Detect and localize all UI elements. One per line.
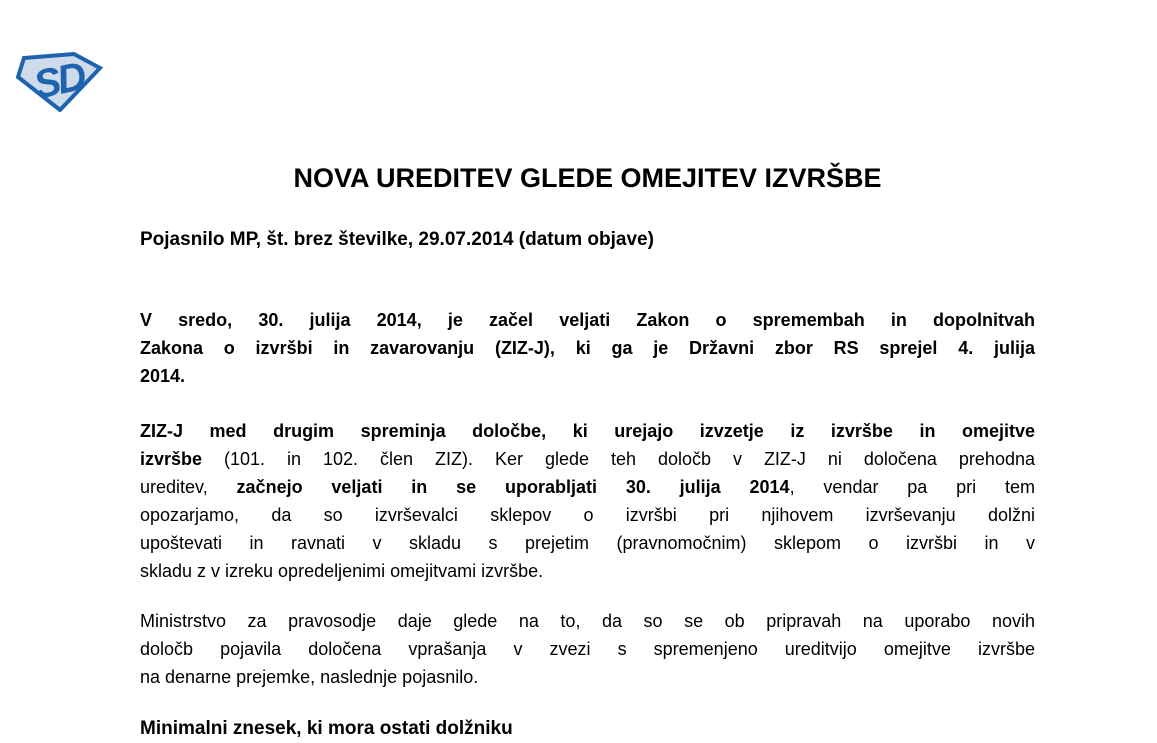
text-segment: skladu z v izreku opredeljenimi omejitvami izvršbe. xyxy=(140,561,544,581)
text-segment: na denarne prejemke, naslednje pojasnilo. xyxy=(140,667,479,687)
text-segment: začnejo veljati in se uporabljati 30. julija 2014 xyxy=(236,477,790,497)
text-segment: opozarjamo, da so izvrševalci sklepov o izvršbi pri njihovem izvrševanju dolžni xyxy=(140,505,1035,525)
text-segment: izvršbe xyxy=(140,449,225,469)
text-segment: ureditev, xyxy=(140,477,237,497)
text-line xyxy=(140,473,1035,501)
section-heading: Minimalni znesek, ki mora ostati dolžniku xyxy=(140,718,513,739)
text-line xyxy=(140,334,1035,362)
text-line xyxy=(140,501,1035,529)
text-segment: Zakona o izvršbi in zavarovanju (ZIZ-J), ki ga je Državni zbor RS sprejel 4. julija xyxy=(140,338,1035,358)
text-segment: Ministrstvo za pravosodje daje glede na to, da so se ob pripravah na uporabo novih xyxy=(140,611,1035,631)
text-segment: V sredo, 30. julija 2014, je začel veljati Zakon o spremembah in dopolnitvah xyxy=(140,310,1035,330)
text-line xyxy=(140,663,1035,691)
document-subtitle: Pojasnilo MP, št. brez številke, 29.07.2014 (datum objave) xyxy=(140,229,654,250)
text-line xyxy=(140,635,1035,663)
paragraph xyxy=(140,417,1035,585)
sd-shield-logo xyxy=(15,52,103,112)
text-line xyxy=(140,445,1035,473)
document-content xyxy=(140,0,1035,743)
text-line xyxy=(140,306,1035,334)
text-line xyxy=(140,557,1035,585)
text-segment: (101. in 102. člen ZIZ). Ker glede teh določb v ZIZ-J ni določena prehodna xyxy=(224,449,1035,469)
logo-letters: SD xyxy=(29,54,88,108)
text-segment: ZIZ-J med drugim spreminja določbe, ki urejajo izvzetje iz izvršbe in omejitve xyxy=(140,421,1035,441)
text-segment: upoštevati in ravnati v skladu s prejetim (pravnomočnim) sklepom o izvršbi in v xyxy=(140,533,1035,553)
text-segment: določb pojavila določena vprašanja v zvezi s spremenjeno ureditvijo omejitve izvršbe xyxy=(140,639,1035,659)
text-line xyxy=(140,417,1035,445)
paragraphs xyxy=(140,306,1035,691)
text-segment: , vendar pa pri tem xyxy=(789,477,1036,497)
text-line xyxy=(140,607,1035,635)
text-line xyxy=(140,529,1035,557)
paragraph xyxy=(140,607,1035,691)
paragraph xyxy=(140,306,1035,390)
text-segment: 2014. xyxy=(140,366,186,386)
text-line xyxy=(140,362,1035,390)
document-title: NOVA UREDITEV GLEDE OMEJITEV IZVRŠBE xyxy=(293,163,882,193)
